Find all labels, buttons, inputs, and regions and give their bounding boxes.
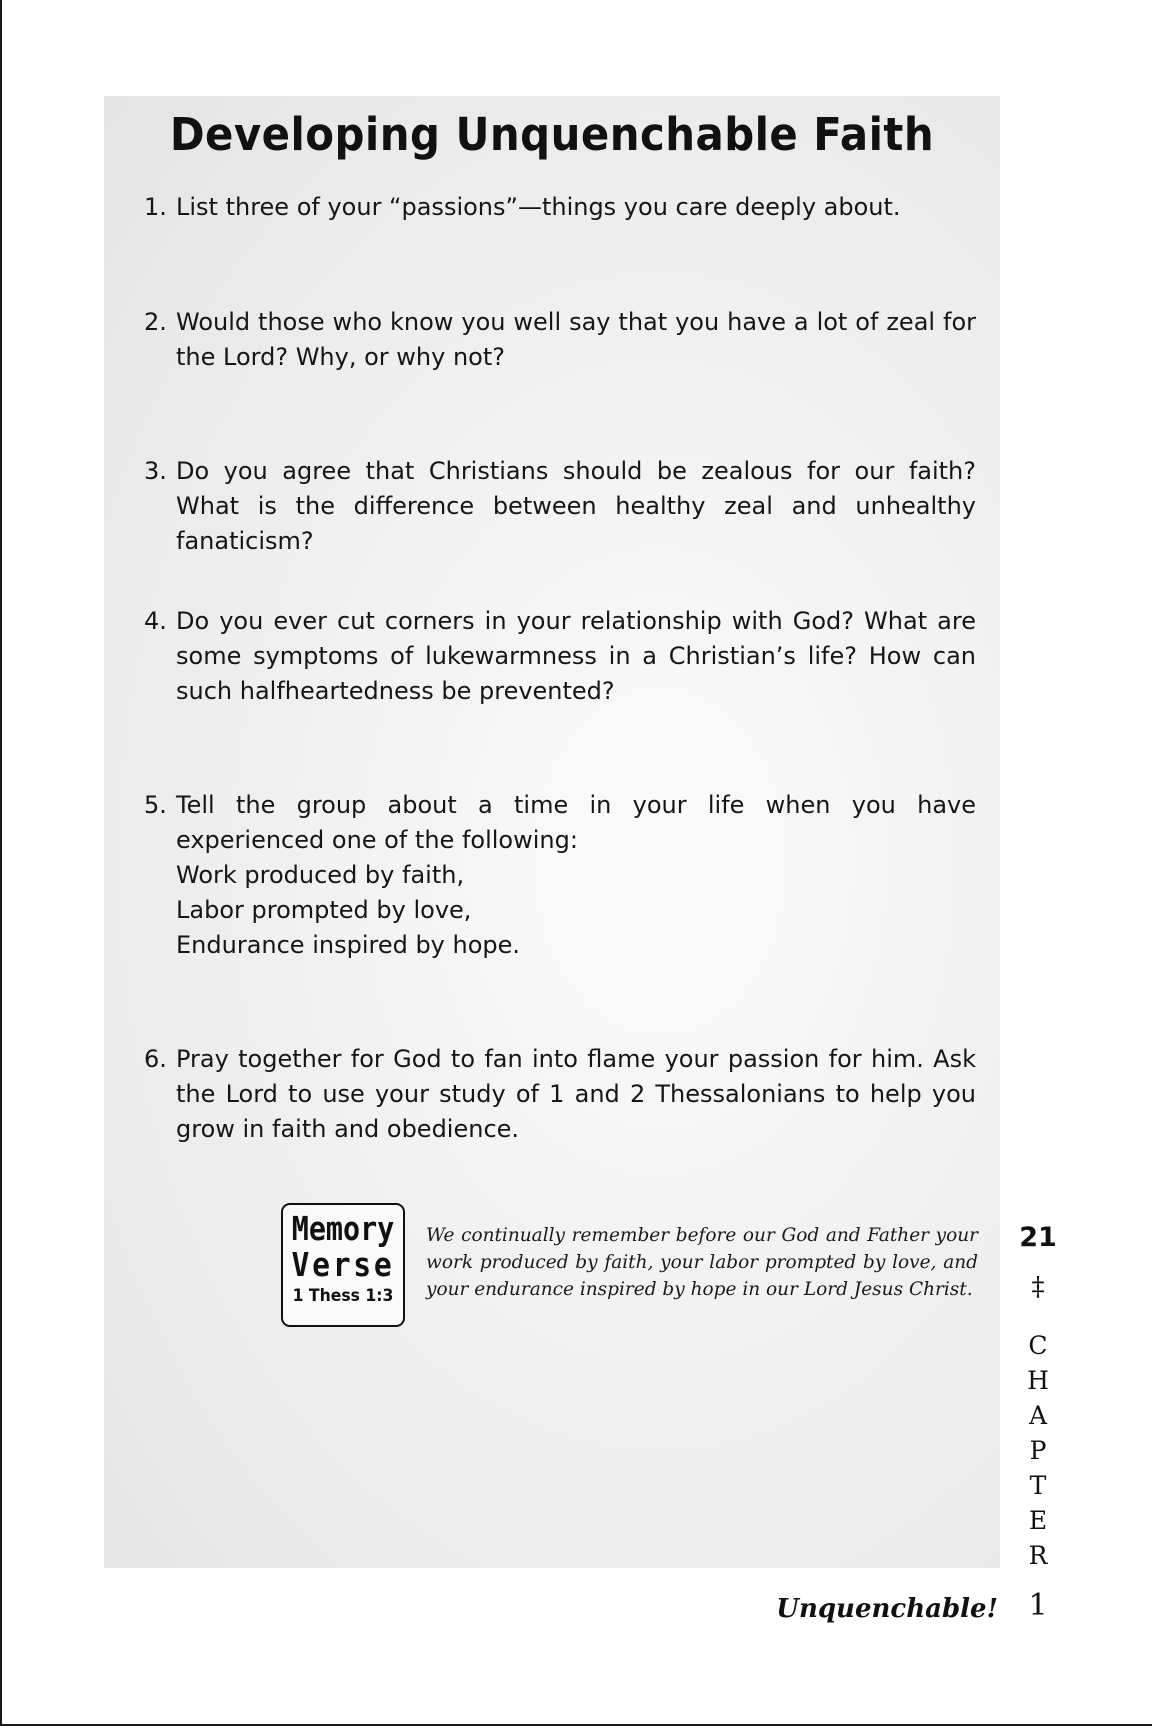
question-2 (144, 305, 976, 375)
verse-label: Verse (291, 1245, 395, 1284)
question-number: 6. (144, 1045, 167, 1073)
question-1 (144, 190, 976, 225)
question-6 (144, 1042, 976, 1147)
chapter-letter: P (1029, 1436, 1047, 1465)
question-number: 2. (144, 308, 167, 336)
chapter-letter: T (1029, 1471, 1047, 1500)
chapter-label (1018, 1328, 1058, 1573)
verse-reference: 1 Thess 1:3 (292, 1286, 394, 1306)
question-number: 3. (144, 457, 167, 485)
question-number: 1. (144, 193, 167, 221)
memory-verse-text: We continually remember before our God and Father your work produced by faith, your labor prompted by love, and your endurance inspired by hope in our Lord Jesus Christ. (426, 1225, 978, 1300)
question-text: Pray together for God to fan into flame your passion for him. Ask the Lord to use your study of 1 and 2 Thessalonians to help you grow in faith and obedience. (176, 1045, 976, 1143)
page-title: Developing Unquenchable Faith (169, 108, 935, 161)
question-text: List three of your “passions”—things you care deeply about. (176, 193, 901, 221)
list-item: Endurance inspired by hope. (176, 931, 521, 959)
book-title: Unquenchable! (776, 1594, 998, 1624)
question-3 (144, 454, 976, 559)
question-text: Do you ever cut corners in your relationship with God? What are some symptoms of lukewarmness in a Christian’s life? How can such halfheartedness be prevented? (176, 607, 976, 705)
chapter-letter: E (1028, 1506, 1048, 1535)
list-item: Work produced by faith, (176, 861, 465, 889)
chapter-letter: H (1027, 1366, 1049, 1395)
question-text: Do you agree that Christians should be zealous for our faith? What is the difference between healthy zeal and unhealthy fanaticism? (176, 457, 976, 555)
question-number: 5. (144, 791, 167, 819)
list-item: Labor prompted by love, (176, 896, 472, 924)
chapter-letter: R (1028, 1541, 1048, 1570)
page-number: 21 (1019, 1222, 1057, 1253)
chapter-letter: C (1028, 1331, 1048, 1360)
memory-verse-badge (281, 1203, 405, 1327)
question-5 (144, 788, 976, 963)
question-number: 4. (144, 607, 167, 635)
chapter-letter: A (1028, 1401, 1048, 1430)
question-text: Tell the group about a time in your life when you have experienced one of the following: (176, 791, 976, 854)
memory-label: Memory (291, 1209, 395, 1248)
chapter-number: 1 (1028, 1588, 1048, 1623)
question-text: Would those who know you well say that you have a lot of zeal for the Lord? Why, or why not? (176, 308, 976, 371)
question-4 (144, 604, 976, 709)
dagger-ornament: ‡ (1031, 1272, 1045, 1302)
